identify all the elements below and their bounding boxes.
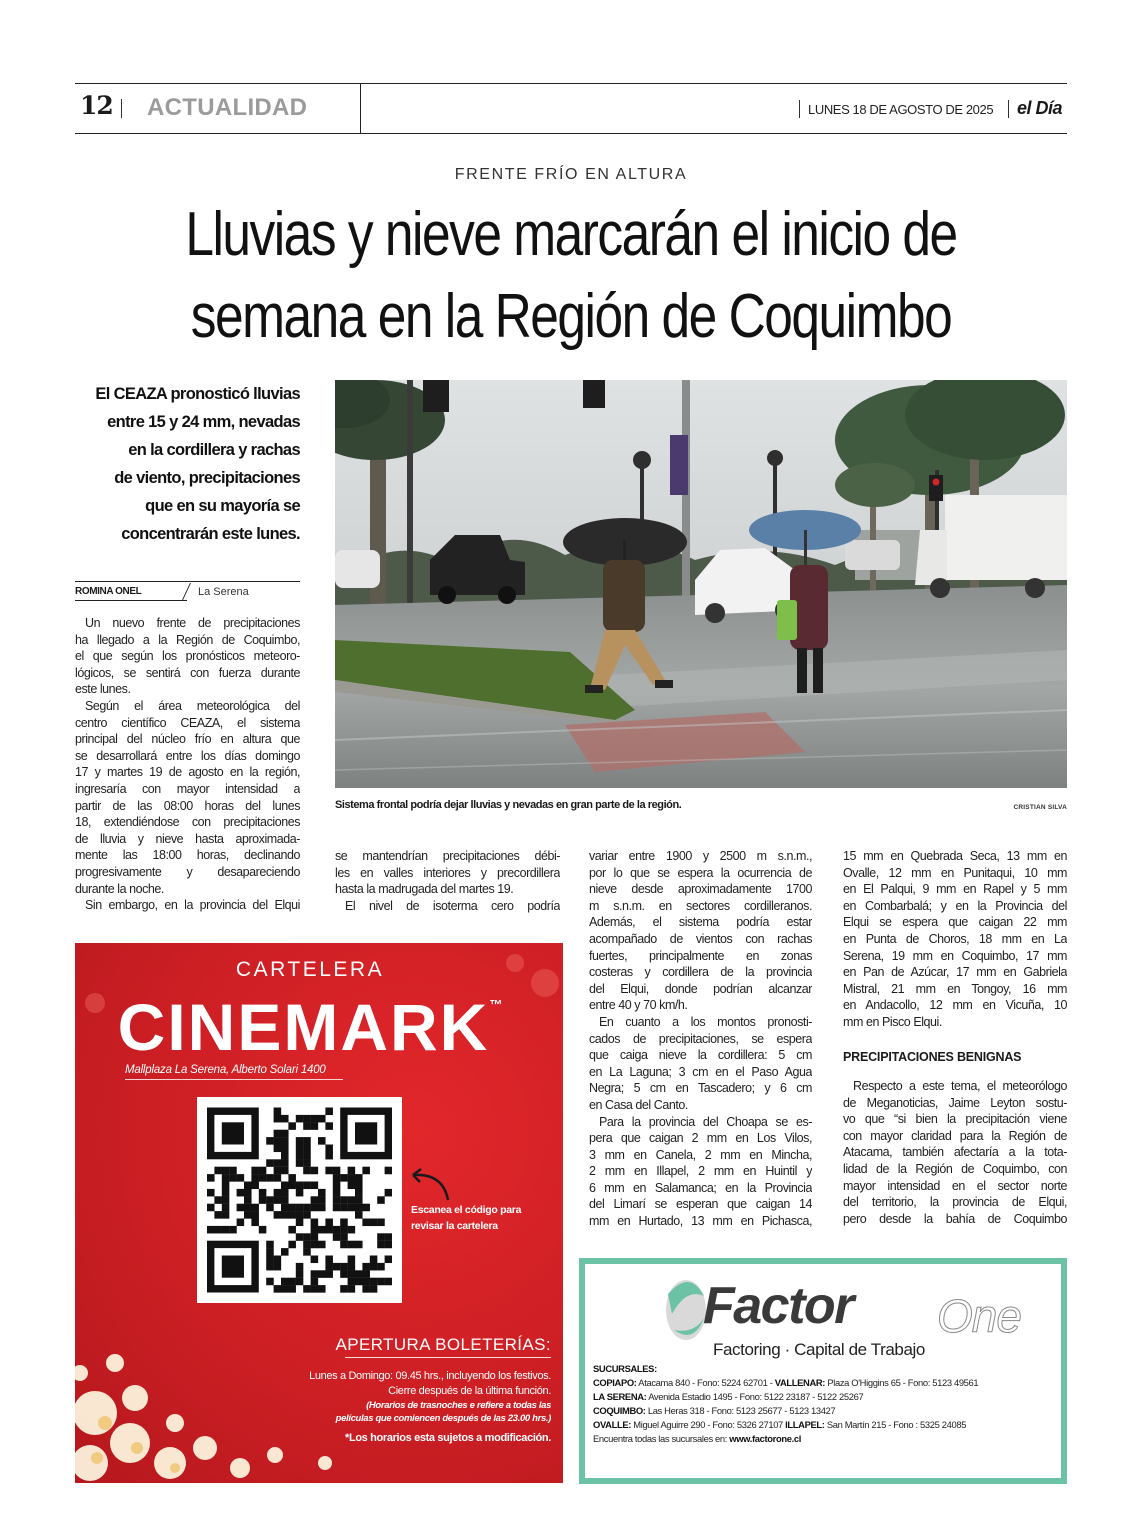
article-line: hasta la madrugada del martes 19. (335, 882, 514, 897)
factorone-ad (579, 1258, 1067, 1484)
header-separator (1008, 100, 1009, 118)
branch-city: COPIAPO: (593, 1377, 637, 1388)
branch-line (593, 1404, 1059, 1418)
box-office-title: APERTURA BOLETERÍAS: (335, 1335, 551, 1354)
article-line: en El Palqui, 9 mm en Rapel y 5 mm (843, 882, 1067, 897)
article-paragraph (589, 848, 812, 1014)
website-line (593, 1432, 1059, 1446)
branch-details: Atacama 840 - Fono: 5224 62701 - (636, 1377, 775, 1388)
deck-line: que en su mayoría se (145, 497, 300, 515)
headline-line-2: semana en la Región de Coquimbo (190, 282, 952, 351)
branch-line (593, 1390, 1059, 1404)
box-office-hours (309, 1369, 551, 1446)
article-line: costeras y cordillera de la provincia (589, 965, 812, 980)
news-photo (335, 380, 1067, 788)
branch-city: COQUIMBO: (593, 1405, 646, 1416)
article-line: Ovalle, 12 mm en Punitaqui, 10 mm (843, 865, 1067, 880)
article-line: partir de las 08:00 horas del lunes (75, 798, 300, 813)
qr-instructions (411, 1202, 521, 1234)
factorone-tagline: Factoring · Capital de Trabajo (713, 1340, 925, 1359)
article-column-4-top (843, 848, 1067, 1031)
header-separator (799, 100, 800, 118)
header-separator (121, 99, 122, 118)
late-show-note: (Horarios de trasnoches e refiere a todas las (366, 1400, 551, 1411)
qr-code-pattern (207, 1107, 392, 1293)
section-title: ACTUALIDAD (147, 94, 308, 121)
article-line: les en valles interiores y precordillera (335, 865, 560, 880)
article-line: Sin embargo, en la provincia del Elqui (85, 898, 300, 913)
article-line: Un nuevo frente de precipitaciones (85, 616, 300, 630)
qr-code (197, 1097, 402, 1303)
factorone-logo-text: Factor (703, 1277, 853, 1335)
article-paragraph (843, 1078, 1067, 1227)
article-line: Además, el sistema podría estar (589, 915, 812, 930)
article-column-4-bottom (843, 1078, 1067, 1227)
article-line: El nivel de isoterma cero podría (345, 898, 560, 913)
factorone-branches (593, 1362, 1059, 1446)
trademark-symbol: ™ (489, 997, 503, 1012)
page-number: 12 (80, 91, 113, 120)
cinemark-ad (75, 943, 563, 1483)
article-line: este lunes. (75, 682, 131, 697)
article-line: 3 mm en Canela, 2 mm en Mincha, (589, 1147, 812, 1162)
schedule-disclaimer: *Los horarios esta sujetos a modificación. (345, 1432, 551, 1444)
article-line: nieve desde aproximadamente 1700 (589, 882, 812, 897)
article-line: por lo que se espera la ocurrencia de (589, 865, 812, 880)
article-line: mente las 18:00 horas, declinando (75, 848, 300, 863)
article-line: lidad de la Región de Coquimbo, con (843, 1161, 1067, 1176)
photo-credit: CRISTIAN SILVA (1013, 804, 1067, 811)
article-column-1 (75, 615, 300, 914)
byline-rule (75, 581, 300, 582)
branch-city: OVALLE: (593, 1419, 631, 1430)
headline-line-1: Lluvias y nieve marcarán el inicio de (185, 200, 957, 269)
article-line: ha llegado a la Región de Coquimbo, (75, 632, 300, 647)
article-line: se mantendrían precipitaciones débi- (335, 849, 560, 863)
issue-date: LUNES 18 DE AGOSTO DE 2025 (808, 102, 994, 117)
article-line: 18, extendiéndose con precipitaciones (75, 815, 300, 830)
deck-line: de viento, precipitaciones (114, 469, 300, 487)
article-line: durante la noche. (75, 881, 164, 896)
article-paragraph (75, 615, 300, 698)
cinemark-cartelera-label: CARTELERA (235, 958, 385, 981)
rainy-street-photo (335, 380, 1067, 788)
factorone-logo-icon (660, 1274, 708, 1344)
article-line: ingresaría con mayor intensidad a (75, 781, 300, 796)
article-paragraph (75, 897, 300, 914)
article-line: progresivamente y desapareciendo (75, 864, 300, 879)
article-deck (60, 380, 300, 548)
article-line: se desarrollará entre los días domingo (75, 748, 300, 763)
article-line: m s.n.m. en sectores cordilleranos. (589, 898, 812, 913)
branch-city: ILLAPEL: (785, 1419, 825, 1430)
article-line: fuertes, principalmente en zonas (589, 948, 812, 963)
article-line: cados de precipitaciones, se espera (589, 1031, 812, 1046)
article-line: el que según los pronósticos meteoro- (75, 649, 300, 664)
article-kicker: FRENTE FRÍO EN ALTURA (454, 166, 688, 183)
branch-details: San Martín 215 - Fono : 5325 24085 (824, 1419, 967, 1430)
closing-time: Cierre después de la última función. (388, 1385, 551, 1397)
header-bottom-rule (75, 133, 1067, 134)
article-line: principal del núcleo frío en altura que (75, 732, 300, 747)
article-line: 17 y martes 19 de agosto en la región, (75, 765, 300, 780)
website-prefix: Encuentra todas las sucursales en: (593, 1433, 730, 1444)
byline-place: La Serena (198, 586, 249, 598)
article-line: de Meganoticias, Jaime Leyton sostu- (843, 1095, 1067, 1110)
article-paragraph (589, 1014, 812, 1114)
article-line: vo que “si bien la precipitación viene (843, 1112, 1067, 1127)
deck-line: concentrarán este lunes. (121, 525, 300, 543)
factorone-logo-suffix: One (937, 1290, 1021, 1342)
article-line: que caiga nieve la cordillera: 5 cm (589, 1048, 812, 1063)
article-paragraph (335, 898, 560, 915)
article-line: en Combarbalá; y en la Provincia del (843, 898, 1067, 913)
article-line: Respecto a este tema, el meteorólogo (853, 1079, 1067, 1093)
deck-line: El CEAZA pronosticó lluvias (95, 385, 300, 403)
article-column-2 (335, 848, 560, 914)
website-link[interactable]: www.factorone.cl (729, 1433, 801, 1444)
cinemark-address: Mallplaza La Serena, Alberto Solari 1400 (125, 1064, 326, 1076)
article-line: Según el área meteorológica del (85, 698, 300, 713)
article-line: Negra; 5 cm en Tascadero; y 6 cm (589, 1081, 812, 1096)
cinemark-address-rule (125, 1079, 343, 1080)
article-line: lógicos, se sentirá con fuerza durante (75, 665, 300, 680)
branch-city: VALLENAR: (774, 1377, 826, 1388)
article-line: del Elqui, donde podrían alcanzar (589, 981, 812, 996)
cinemark-logo-text: CINEMARK (117, 990, 490, 1064)
header-top-rule (75, 83, 1067, 84)
article-line: centro científico CEAZA, el sistema (75, 715, 300, 730)
article-line: Elqui se espera que caigan 22 mm (843, 915, 1067, 930)
photo-caption: Sistema frontal podría dejar lluvias y nevadas en gran parte de la región. (335, 799, 682, 811)
article-column-3 (589, 848, 812, 1230)
qr-instructions-line: revisar la cartelera (411, 1220, 498, 1232)
article-line: del Limarí se esperan que caigan 14 (589, 1197, 812, 1212)
article-paragraph (589, 1114, 812, 1230)
article-subhead: PRECIPITACIONES BENIGNAS (843, 1050, 1022, 1064)
article-line: 2 mm en Illapel, 2 mm en Huintil y (589, 1164, 812, 1179)
deck-line: entre 15 y 24 mm, nevadas (107, 413, 300, 431)
article-line: en La Laguna; 3 cm en el Paso Agua (589, 1064, 812, 1079)
article-line: mm en Pisco Elqui. (843, 1014, 942, 1029)
article-line: pera que caigan 2 mm en Los Vilos, (589, 1131, 812, 1146)
branch-details: Miguel Aguirre 290 - Fono: 5326 27107 (631, 1419, 786, 1430)
article-paragraph (335, 848, 560, 898)
deck-line: en la cordillera y rachas (128, 441, 300, 459)
article-line: pero desde la bahía de Coquimbo (843, 1211, 1067, 1226)
branches-title: SUCURSALES: (593, 1363, 657, 1374)
article-paragraph (75, 698, 300, 897)
arrow-icon (403, 1165, 463, 1205)
article-line: en Casa del Canto. (589, 1097, 688, 1112)
late-show-note: películas que comiencen después de las 23.00 hrs.) (335, 1413, 551, 1424)
article-line: acompañado de vientos con rachas (589, 931, 812, 946)
article-line: en Andacollo, 12 mm en Vicuña, 10 (843, 998, 1067, 1013)
article-line: Mistral, 21 mm en Tongoy, 16 mm (843, 981, 1067, 996)
article-line: mm en Hurtado, 13 mm en Pichasca, (589, 1214, 812, 1229)
box-office-rule (345, 1357, 551, 1358)
article-paragraph (843, 848, 1067, 1031)
header-divider (360, 84, 361, 133)
branch-details: Plaza O'Higgins 65 - Fono: 5123 49561 (825, 1377, 979, 1388)
branch-line (593, 1418, 1059, 1432)
opening-hours: Lunes a Domingo: 09.45 hrs., incluyendo los festivos. (309, 1370, 551, 1382)
article-line: Para la provincia del Choapa se es- (599, 1114, 812, 1129)
branch-line (593, 1376, 1059, 1390)
branch-city: LA SERENA: (593, 1391, 647, 1402)
article-line: Atacama, también afectaría a la tota- (843, 1145, 1067, 1160)
article-line: Serena, 19 mm en Coquimbo, 17 mm (843, 948, 1067, 963)
newspaper-logo: el Día (1017, 98, 1063, 118)
byline-slash (182, 583, 191, 600)
article-line: en Pan de Azúcar, 17 mm en Gabriela (843, 965, 1067, 980)
cinemark-logo (75, 990, 545, 1064)
article-line: del territorio, la provincia de Elqui, (843, 1195, 1067, 1210)
article-line: En cuanto a los montos pronosti- (599, 1014, 812, 1029)
byline-underline (75, 600, 187, 601)
branch-details: Las Heras 318 - Fono: 5123 25677 - 5123 13427 (645, 1405, 836, 1416)
article-line: 6 mm en Salamanca; en la Provincia (589, 1180, 812, 1195)
article-line: variar entre 1900 y 2500 m s.n.m., (589, 849, 812, 863)
article-line: de lluvia y nieve hasta aproximada- (75, 831, 300, 846)
branch-details: Avenida Estadio 1495 - Fono: 5122 23187 - 5122 25267 (646, 1391, 864, 1402)
article-line: con mayor claridad para la Región de (843, 1128, 1067, 1143)
article-line: entre 40 y 70 km/h. (589, 998, 688, 1013)
article-line: en Punta de Choros, 18 mm en La (843, 931, 1067, 946)
article-line: 15 mm en Quebrada Seca, 13 mm en (843, 849, 1067, 863)
byline-author: ROMINA ONEL (75, 586, 142, 597)
qr-instructions-line: Escanea el código para (411, 1204, 522, 1216)
article-line: mayor intensidad en el sector norte (843, 1178, 1067, 1193)
